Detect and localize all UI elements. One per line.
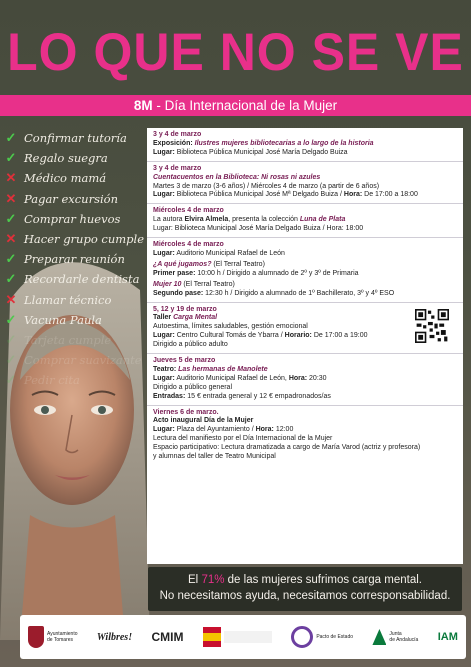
- event-item: [147, 162, 463, 205]
- pacto-estado-logo: [291, 626, 353, 648]
- event-detail: Dirigido a público adulto: [153, 341, 228, 349]
- banner-separator: -: [152, 98, 165, 113]
- check-icon: ✓: [5, 331, 17, 347]
- sponsor-logos: [20, 615, 466, 659]
- check-icon: ✓: [5, 311, 17, 327]
- event-title: Acto inaugural Día de la Mujer: [153, 417, 254, 425]
- checklist-item: ✕ Hacer grupo cumple: [5, 230, 144, 246]
- cmim-logo: [152, 630, 184, 644]
- event-item: [147, 406, 463, 465]
- checklist-item: ✓ Preparar reunión: [5, 251, 125, 267]
- banner-highlight: 8M: [133, 98, 153, 113]
- checklist-item: ✓ Vacuna Paula: [5, 311, 102, 327]
- event-detail: , presenta la colección: [228, 216, 300, 224]
- event-title: Las hermanas de Manolete: [178, 365, 268, 373]
- checklist-item: ✓ Confirmar tutoría: [5, 130, 127, 145]
- event-place: Auditorio Municipal Rafael de León,: [174, 374, 289, 382]
- wilbres-logo: [97, 632, 132, 643]
- event-label: Lugar:: [153, 426, 175, 434]
- junta-icon: [372, 629, 386, 645]
- event-date: Viernes 6 de marzo.: [153, 408, 219, 416]
- events-panel: [147, 128, 463, 564]
- event-label: Entradas:: [153, 392, 186, 400]
- event-tickets: 15 € entrada general y 12 € empadronados/as: [185, 392, 331, 400]
- check-icon: ✓: [5, 150, 17, 166]
- event-label: Hora:: [255, 426, 274, 434]
- event-detail: Dirigido a público general: [153, 383, 232, 391]
- logo-text: Pacto de Estado: [316, 634, 354, 640]
- event-label: Horario:: [284, 332, 312, 340]
- message-text: de las mujeres sufrimos carga mental.: [224, 574, 422, 586]
- logo-text: CMIM: [151, 630, 184, 644]
- event-title: Carga Mental: [173, 314, 218, 322]
- ayuntamiento-logo: [28, 626, 77, 648]
- event-detail: Lugar: Biblioteca Municipal José María Delgado Buiza / Hora: 18:00: [153, 225, 364, 233]
- event-label: Hora:: [343, 191, 363, 199]
- cross-icon: ✕: [5, 190, 17, 206]
- message-text: El: [188, 574, 202, 586]
- event-detail: 12:30 h / Dirigido a alumnado de 1º Bachillerato, 3º y 4º ESO: [203, 289, 395, 297]
- event-label: Taller: [153, 314, 174, 322]
- qr-code-icon[interactable]: [415, 309, 449, 343]
- event-detail: (El Terral Teatro): [181, 280, 235, 288]
- event-label: Lugar:: [153, 249, 175, 257]
- check-icon: ✓: [5, 352, 17, 368]
- event-date: 5, 12 y 19 de marzo: [153, 305, 217, 313]
- event-date: 3 y 4 de marzo: [153, 164, 202, 172]
- check-icon: ✓: [5, 251, 17, 267]
- pacto-icon: [291, 626, 313, 648]
- checklist-item: ✓ Pedir cita: [5, 372, 80, 388]
- event-label: Hora:: [288, 374, 308, 382]
- event-title: Mujer 10: [153, 280, 182, 288]
- checklist-item: ✓ Comprar huevos: [5, 210, 121, 226]
- event-title: Ilustres mujeres bibliotecarias a lo largo de la historia: [194, 139, 374, 147]
- logo-text: Wilbres!: [96, 631, 133, 643]
- event-label: Lugar:: [153, 332, 175, 340]
- junta-logo: [372, 629, 418, 645]
- event-place: Biblioteca Pública Municipal José María Delgado Buiza: [174, 148, 348, 156]
- cross-icon: ✕: [5, 230, 17, 246]
- logo-text: Ayuntamiento: [47, 631, 78, 637]
- event-label: Lugar:: [153, 191, 175, 199]
- check-icon: ✓: [5, 210, 17, 226]
- mental-load-message: [148, 567, 462, 611]
- event-label: Primer pase:: [153, 269, 196, 277]
- event-title: Luna de Plata: [299, 216, 346, 224]
- event-item: [147, 354, 463, 406]
- checklist: [4, 128, 144, 390]
- event-title: Cuentacuentos en la Biblioteca: Ni rosas ni azules: [153, 173, 321, 181]
- event-hour: De 17:00 a 19:00: [311, 332, 368, 340]
- logo-text: de Tomares: [47, 637, 74, 643]
- check-icon: ✓: [5, 271, 17, 287]
- event-hour: De 17:00 a 18:00: [362, 191, 418, 199]
- event-label: Segundo pase:: [153, 289, 204, 297]
- crest-icon: [28, 626, 44, 648]
- message-line2: No necesitamos ayuda, necesitamos corresponsabilidad.: [159, 590, 451, 602]
- message-percentage: 71%: [201, 574, 225, 586]
- event-hour: 12:00: [273, 426, 294, 434]
- event-hour: 20:30: [307, 374, 327, 382]
- cross-icon: ✕: [5, 170, 17, 186]
- event-label: Teatro:: [153, 365, 179, 373]
- event-place: Centro Cultural Tomás de Ybarra /: [174, 332, 285, 340]
- cross-icon: ✕: [5, 291, 17, 307]
- event-label: Lugar:: [153, 374, 175, 382]
- logo-text: Junta: [389, 631, 402, 637]
- event-detail: Martes 3 de marzo (3-6 años) / Miércoles 4 de marzo (a partir de 6 años): [153, 182, 380, 190]
- event-label: Lugar:: [153, 148, 175, 156]
- checklist-item: ✓ Tarjeta cumple: [5, 331, 112, 347]
- event-item: [147, 303, 463, 355]
- checklist-item: ✓ Comprar suavizante: [5, 352, 142, 368]
- event-author: Elvira Almela: [184, 216, 229, 224]
- checklist-item: ✕ Llamar técnico: [5, 291, 112, 307]
- iam-logo: [438, 631, 458, 643]
- checklist-item: ✕ Pagar excursión: [5, 190, 118, 206]
- event-title: ¿A qué jugamos?: [153, 260, 212, 268]
- logo-text: de Andalucía: [389, 637, 419, 643]
- banner-text: Día Internacional de la Mujer: [164, 98, 338, 113]
- event-date: Miércoles 4 de marzo: [153, 207, 224, 215]
- event-date: Jueves 5 de marzo: [153, 357, 216, 365]
- checklist-item: ✓ Recordarle dentista: [5, 271, 140, 287]
- event-detail: Espacio participativo: Lectura dramatizada a cargo de María Varod (actriz y profesora): [153, 444, 421, 452]
- page-title: LO QUE NO SE VE: [7, 22, 464, 82]
- event-place: Auditorio Municipal Rafael de León: [174, 249, 285, 257]
- event-date: Miércoles 4 de marzo: [153, 241, 224, 249]
- check-icon: ✓: [5, 372, 17, 388]
- event-detail: Autoestima, límites saludables, gestión emocional: [153, 323, 308, 331]
- ministry-text-block: [224, 631, 272, 643]
- logo-text: IAM: [437, 631, 458, 643]
- checklist-item: ✓ Regalo suegra: [5, 150, 108, 166]
- event-date: 3 y 4 de marzo: [153, 131, 202, 138]
- event-detail: y alumnas del taller de Teatro Municipal: [153, 453, 276, 461]
- check-icon: ✓: [5, 130, 17, 145]
- banner: [0, 95, 471, 116]
- event-label: Exposición:: [153, 139, 195, 147]
- checklist-item: ✕ Médico mamá: [5, 170, 107, 186]
- event-place: Biblioteca Pública Municipal José Mª Delgado Buiza /: [174, 191, 344, 199]
- event-item: [147, 128, 463, 162]
- event-detail: 10:00 h / Dirigido a alumnado de 2º y 3º de Primaria: [195, 269, 359, 277]
- event-item: [147, 238, 463, 302]
- event-detail: La autora: [153, 216, 185, 224]
- gobierno-logo: [203, 627, 272, 647]
- event-item: [147, 204, 463, 238]
- event-detail: (El Terral Teatro): [211, 260, 265, 268]
- coat-of-arms-icon: [203, 627, 221, 647]
- event-detail: Lectura del manifiesto por el Día Internacional de la Mujer: [153, 435, 333, 443]
- event-place: Plaza del Ayuntamiento /: [174, 426, 256, 434]
